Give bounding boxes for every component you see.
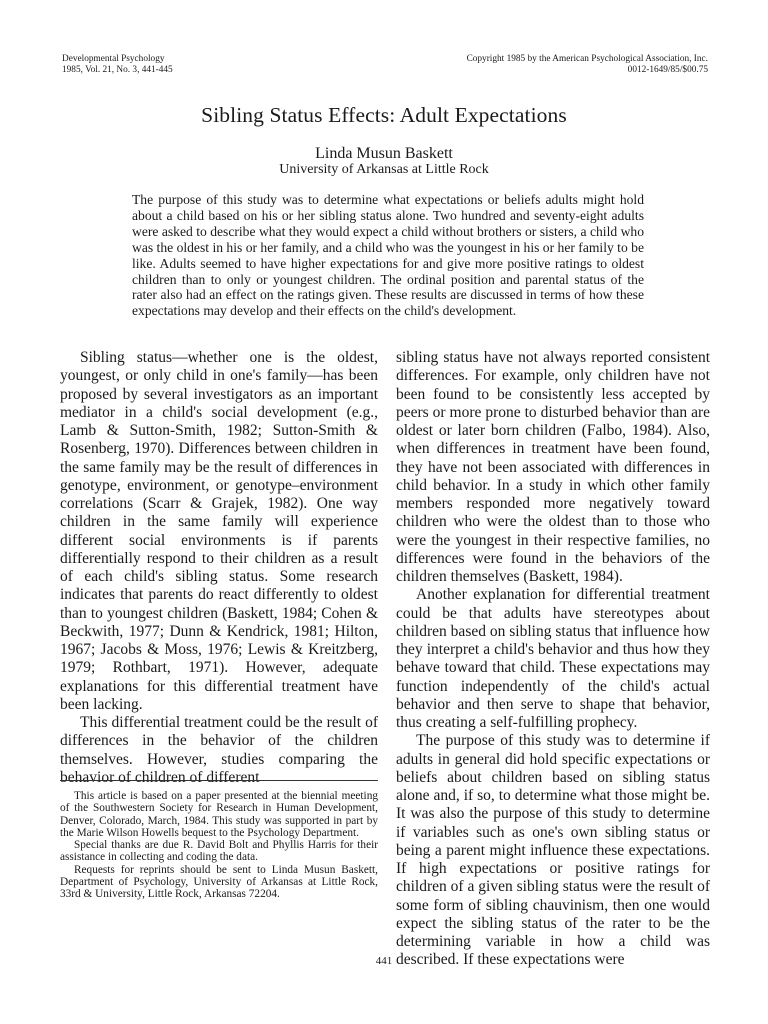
copyright-notice xyxy=(467,54,708,76)
journal-name: Developmental Psychology xyxy=(62,54,165,64)
article-code: 0012-1649/85/$00.75 xyxy=(627,65,708,75)
abstract: The purpose of this study was to determine what expectations or beliefs adults might hold about a child based on his or her sibling status alone. Two hundred and seventy-eight adults were asked to describe what they would expect a child without brothers or sisters, a child who was the oldest in his or her family, and a child who was the youngest in his or her family to be like. Adults seemed to have higher expectations for and give more positive ratings to oldest children than to only or youngest children. The ordinal position and parental status of the rater also had an effect on the ratings given. These results are discussed in terms of how these expectations may develop and their effects on the child's development. xyxy=(132,192,644,319)
author-affiliation: University of Arkansas at Little Rock xyxy=(279,162,489,177)
body-paragraph: sibling status have not always reported consistent differences. For example, only children have not been found to be consistently less accepted by peers or more prone to disturbed behavior than are oldest or later born children (Falbo, 1984). Also, when differences in treatment have been found, they have not been associated with differences in child behavior. In a study in which other family members responded more negatively toward children who were the oldest than to those who were the youngest in their respective families, no differences were found in the behaviors of the children themselves (Baskett, 1984). xyxy=(396,349,710,585)
body-paragraph: Another explanation for differential treatment could be that adults have stereotypes about children based on sibling status that influence how they interpret a child's behavior and thus how they behave toward that child. These expectations may function independently of the child's actual behavior and then serve to shape that behavior, thus creating a self-fulfilling prophecy. xyxy=(396,586,710,731)
footnote: This article is based on a paper presented at the biennial meeting of the Southwestern Society for Research in Human Development, Denver, Colorado, March, 1984. This study was supported in part by the Marie Wilson Howells bequest to the Psychology Department. xyxy=(60,790,378,839)
left-column xyxy=(60,349,378,787)
article-title: Sibling Status Effects: Adult Expectations xyxy=(201,103,567,127)
body-paragraph: This differential treatment could be the result of differences in the behavior of the children themselves. However, studies comparing the behavior of children of different xyxy=(60,714,378,786)
body-paragraph: The purpose of this study was to determine if adults in general did hold specific expectations or beliefs about children based on sibling status alone and, if so, to determine what those might be. It was also the purpose of this study to determine if variables such as one's own sibling status or being a parent might influence these expectations. If high expectations or positive ratings for children of a given sibling status were the result of some form of sibling chauvinism, then one would expect the sibling status of the rater to be the determining variable in how a child was described. If these expectations were xyxy=(396,732,710,969)
page-number: 441 xyxy=(375,955,393,967)
footnote-divider xyxy=(60,780,378,781)
footnote: Requests for reprints should be sent to Linda Musun Baskett, Department of Psychology, University of Arkansas at Little Rock, 33rd & University, Little Rock, Arkansas 72204. xyxy=(60,863,378,901)
journal-citation xyxy=(62,54,173,76)
journal-volume: 1985, Vol. 21, No. 3, 441-445 xyxy=(62,65,173,75)
footnote: Special thanks are due R. David Bolt and Phyllis Harris for their assistance in collecting and coding the data. xyxy=(60,839,378,864)
author-name: Linda Musun Baskett xyxy=(315,145,453,162)
footnotes xyxy=(60,790,378,901)
copyright-line: Copyright 1985 by the American Psychological Association, Inc. xyxy=(466,54,708,64)
right-column xyxy=(396,349,710,970)
body-paragraph: Sibling status—whether one is the oldest, youngest, or only child in one's family—has been proposed by several investigators as an important mediator in a child's social development (e.g., Lamb & Sutton-Smith, 1982; Sutton-Smith & Rosenberg, 1970). Differences between children in the same family may be the result of differences in genotype, environment, or genotype–environment correlations (Scarr & Grajek, 1982). One way children in the same family will experience different social environments is if parents differentially respond to their children as a result of each child's sibling status. Some research indicates that parents do react differently to oldest than to youngest children (Baskett, 1984; Cohen & Beckwith, 1977; Dunn & Kendrick, 1981; Hilton, 1967; Jacobs & Moss, 1976; Lewis & Kreitzberg, 1979; Rothbart, 1971). However, adequate explanations for this differential treatment have been lacking. xyxy=(60,349,378,713)
